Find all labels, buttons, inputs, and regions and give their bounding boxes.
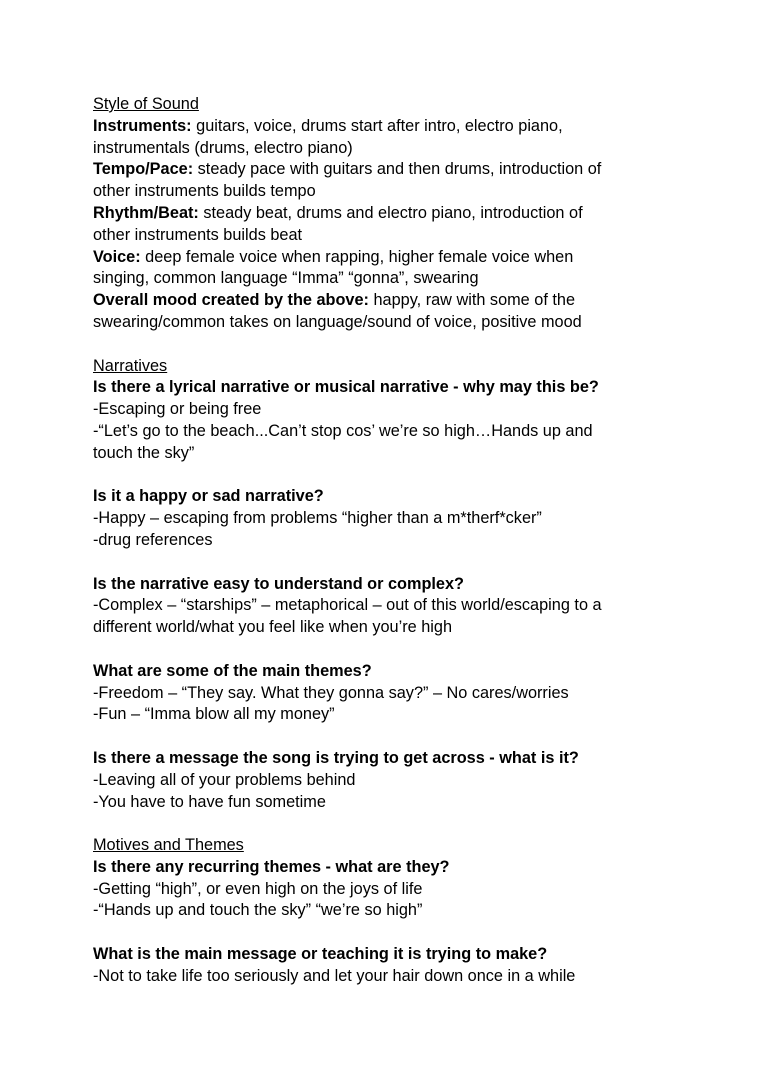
voice-text-cont: singing, common language “Imma” “gonna”, swearing [93, 269, 479, 288]
tempo-line [93, 159, 743, 181]
rhythm-text: steady beat, drums and electro piano, introduction of [198, 203, 583, 222]
answer-line: -“Let’s go to the beach...Can’t stop cos’ we’re so high…Hands up and [93, 421, 593, 440]
spacer [93, 726, 743, 748]
spacer [93, 334, 743, 356]
answer-line: -Not to take life too seriously and let your hair down once in a while [93, 966, 576, 985]
section-heading-style-of-sound: Style of Sound [93, 95, 199, 113]
question-easy-or-complex: Is the narrative easy to understand or complex? [93, 574, 464, 593]
instruments-text: guitars, voice, drums start after intro, electro piano, [191, 116, 563, 135]
answer-line: -Fun – “Imma blow all my money” [93, 705, 335, 724]
question-main-message: What is the main message or teaching it is trying to make? [93, 945, 548, 964]
answer-line: -Getting “high”, or even high on the joys of life [93, 879, 423, 898]
instruments-label: Instruments: [93, 116, 192, 135]
rhythm-line [93, 203, 743, 225]
question-main-themes: What are some of the main themes? [93, 661, 372, 680]
tempo-text-cont: other instruments builds tempo [93, 182, 316, 201]
mood-text: happy, raw with some of the [368, 291, 575, 310]
question-happy-or-sad: Is it a happy or sad narrative? [93, 487, 324, 506]
answer-line: -Complex – “starships” – metaphorical – out of this world/escaping to a [93, 596, 602, 615]
tempo-label: Tempo/Pace: [93, 160, 194, 179]
answer-line: different world/what you feel like when you’re high [93, 618, 452, 637]
voice-label: Voice: [93, 247, 141, 266]
mood-text-cont: swearing/common takes on language/sound of voice, positive mood [93, 312, 582, 331]
question-lyrical-narrative: Is there a lyrical narrative or musical narrative - why may this be? [93, 378, 599, 397]
answer-line: touch the sky” [93, 443, 195, 462]
rhythm-text-cont: other instruments builds beat [93, 225, 303, 244]
question-message: Is there a message the song is trying to get across - what is it? [93, 748, 579, 767]
spacer [93, 922, 743, 944]
section-heading-narratives: Narratives [93, 356, 168, 375]
instruments-text-cont: instrumentals (drums, electro piano) [93, 138, 353, 157]
instruments-line [93, 116, 743, 138]
spacer [93, 465, 743, 487]
section-heading-motives-and-themes: Motives and Themes [93, 836, 244, 855]
answer-line: -Happy – escaping from problems “higher than a m*therf*cker” [93, 509, 542, 528]
mood-label: Overall mood created by the above: [93, 291, 369, 310]
voice-line [93, 247, 743, 269]
question-recurring-themes: Is there any recurring themes - what are they? [93, 857, 450, 876]
document-page [93, 94, 743, 988]
rhythm-label: Rhythm/Beat: [93, 203, 199, 222]
answer-line: -Leaving all of your problems behind [93, 770, 356, 789]
spacer [93, 813, 743, 835]
spacer [93, 639, 743, 661]
tempo-text: steady pace with guitars and then drums, introduction of [193, 160, 602, 179]
answer-line: -Freedom – “They say. What they gonna say?” – No cares/worries [93, 683, 569, 702]
spacer [93, 552, 743, 574]
answer-line: -You have to have fun sometime [93, 792, 326, 811]
answer-line: -drug references [93, 530, 213, 549]
answer-line: -Escaping or being free [93, 400, 262, 419]
mood-line [93, 290, 743, 312]
answer-line: -“Hands up and touch the sky” “we’re so high” [93, 901, 423, 920]
voice-text: deep female voice when rapping, higher female voice when [140, 247, 574, 266]
